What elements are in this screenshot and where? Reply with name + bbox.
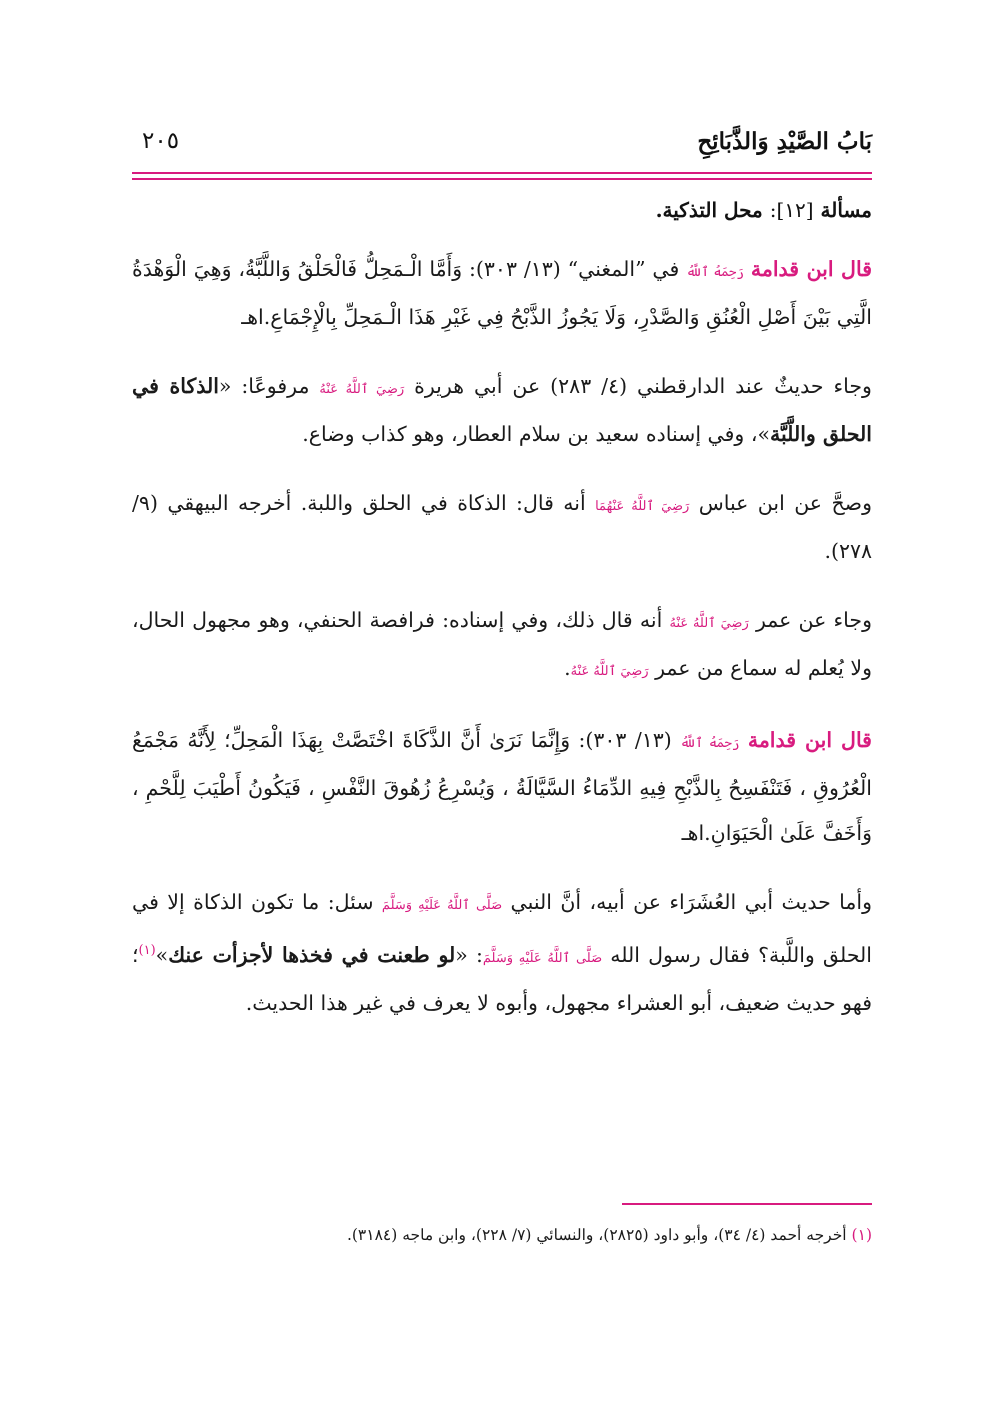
speaker-label: قال ابن قدامة (750, 257, 872, 281)
honorific: صَلَّى ٱللَّهُ عَلَيْهِ وَسَلَّمَ (482, 950, 603, 966)
paragraph-text: : « (455, 942, 483, 967)
heading-number: [١٢]: (769, 198, 814, 222)
paragraph-text: وأما حديث أبي العُشَرَاء عن أبيه، أنَّ النبي (502, 890, 873, 914)
honorific: رَحِمَهُ ٱللَّهُ (680, 736, 740, 751)
running-title: بَابُ الصَّيْدِ وَالذَّبَائِحِ (697, 128, 872, 155)
paragraph-text: مرفوعًا: « (218, 374, 320, 398)
heading-title: محل التذكية. (655, 198, 763, 222)
section-heading (132, 195, 872, 225)
footnote (132, 1222, 872, 1248)
paragraph-text: سئل: ما تكون الذكاة إلا في الحلق واللَّبة؟ فقال رسول الله (132, 890, 872, 967)
honorific: صَلَّى ٱللَّهُ عَلَيْهِ وَسَلَّمَ (381, 898, 503, 913)
paragraph-5 (132, 718, 872, 856)
footnote-number: (١) (851, 1226, 872, 1244)
honorific: رَضِيَ ٱللَّهُ عَنْهُ (319, 382, 405, 397)
paragraph-text: »، وفي إسناده سعيد بن سلام العطار، وهو كذاب وضاع. (302, 422, 770, 446)
footnote-reference[interactable]: (١) (138, 943, 156, 958)
honorific: رَضِيَ ٱللَّهُ عَنْهُ (570, 664, 649, 679)
paragraph-text: » (155, 942, 169, 967)
speaker-label: قال ابن قدامة (747, 728, 872, 752)
page-header (132, 128, 872, 168)
paragraph-text: وجاء عن عمر (748, 608, 873, 632)
paragraph-1 (132, 247, 872, 340)
footnote-rule (622, 1203, 872, 1205)
paragraph-6 (132, 880, 872, 1026)
paragraph-4 (132, 598, 872, 694)
paragraph-3 (132, 481, 872, 574)
honorific: رَحِمَهُ ٱللَّهُ (686, 265, 744, 280)
paragraph-2 (132, 364, 872, 457)
paragraph-text: أنه قال: الذكاة في الحلق واللبة. أخرجه البيهقي (٩/ ٢٧٨). (132, 491, 872, 563)
paragraph-text: . (564, 656, 571, 680)
paragraph-text: وصحَّ عن ابن عباس (689, 491, 872, 515)
hadith-text: الذكاة في الحلق واللَّبَّة (132, 374, 872, 446)
heading-label: مسألة (820, 198, 872, 222)
paragraph-text: ؛ فهو حديث ضعيف، أبو العشراء مجهول، وأبوه لا يعرف في غير هذا الحديث. (132, 942, 872, 1015)
honorific: رَضِيَ ٱللَّهُ عَنْهُ (669, 616, 749, 631)
paragraph-text: في ”المغني“ (١٣/ ٣٠٣): وَأَمَّا الْـمَحِلُّ فَالْحَلْقُ وَاللَّبَّةُ، وَهِيَ الْوَهْدَةُ الَّتِي بَيْنَ أَصْلِ الْعُنُقِ وَالصَّدْرِ، وَلَا يَجُوزُ الذَّبْحُ فِي غَيْرِ هَذَا الْـمَحِلِّ بِالْإِجْمَاعِ.اهـ (132, 257, 872, 329)
paragraph-text: وجاء حديثٌ عند الدارقطني (٤/ ٢٨٣) عن أبي هريرة (404, 374, 872, 398)
header-rule-bottom (132, 178, 872, 180)
header-rule-top (132, 172, 872, 174)
paragraph-text: أنه قال ذلك، وفي إسناده: فرافصة الحنفي، وهو مجهول الحال، ولا يُعلم له سماع من عمر (132, 608, 872, 680)
page-body (132, 195, 872, 1050)
paragraph-text: (١٣/ ٣٠٣): وَإِنَّمَا نَرَىٰ أَنَّ الذَّكَاةَ اخْتَصَّتْ بِهَذَا الْمَحِلِّ؛ لِأَنَّهُ مَجْمَعُ الْعُرُوقِ ، فَتَنْفَسِحُ بِالذَّبْحِ فِيهِ الدِّمَاءُ السَّيَّالَةُ ، وَيُسْرِعُ زُهُوقَ النَّفْسِ ، فَيَكُونُ أَطْيَبَ لِلَّحْمِ ، وَأَخَفَّ عَلَىٰ الْحَيَوَانِ.اهـ (132, 728, 872, 845)
footnote-text: أخرجه أحمد (٤/ ٣٤)، وأبو داود (٢٨٢٥)، والنسائي (٧/ ٢٢٨)، وابن ماجه (٣١٨٤). (346, 1226, 852, 1244)
hadith-text: لو طعنت في فخذها لأجزأت عنك (168, 942, 456, 967)
page-number: ٢٠٥ (142, 128, 180, 154)
honorific: رَضِيَ ٱللَّهُ عَنْهُمَا (595, 499, 690, 514)
